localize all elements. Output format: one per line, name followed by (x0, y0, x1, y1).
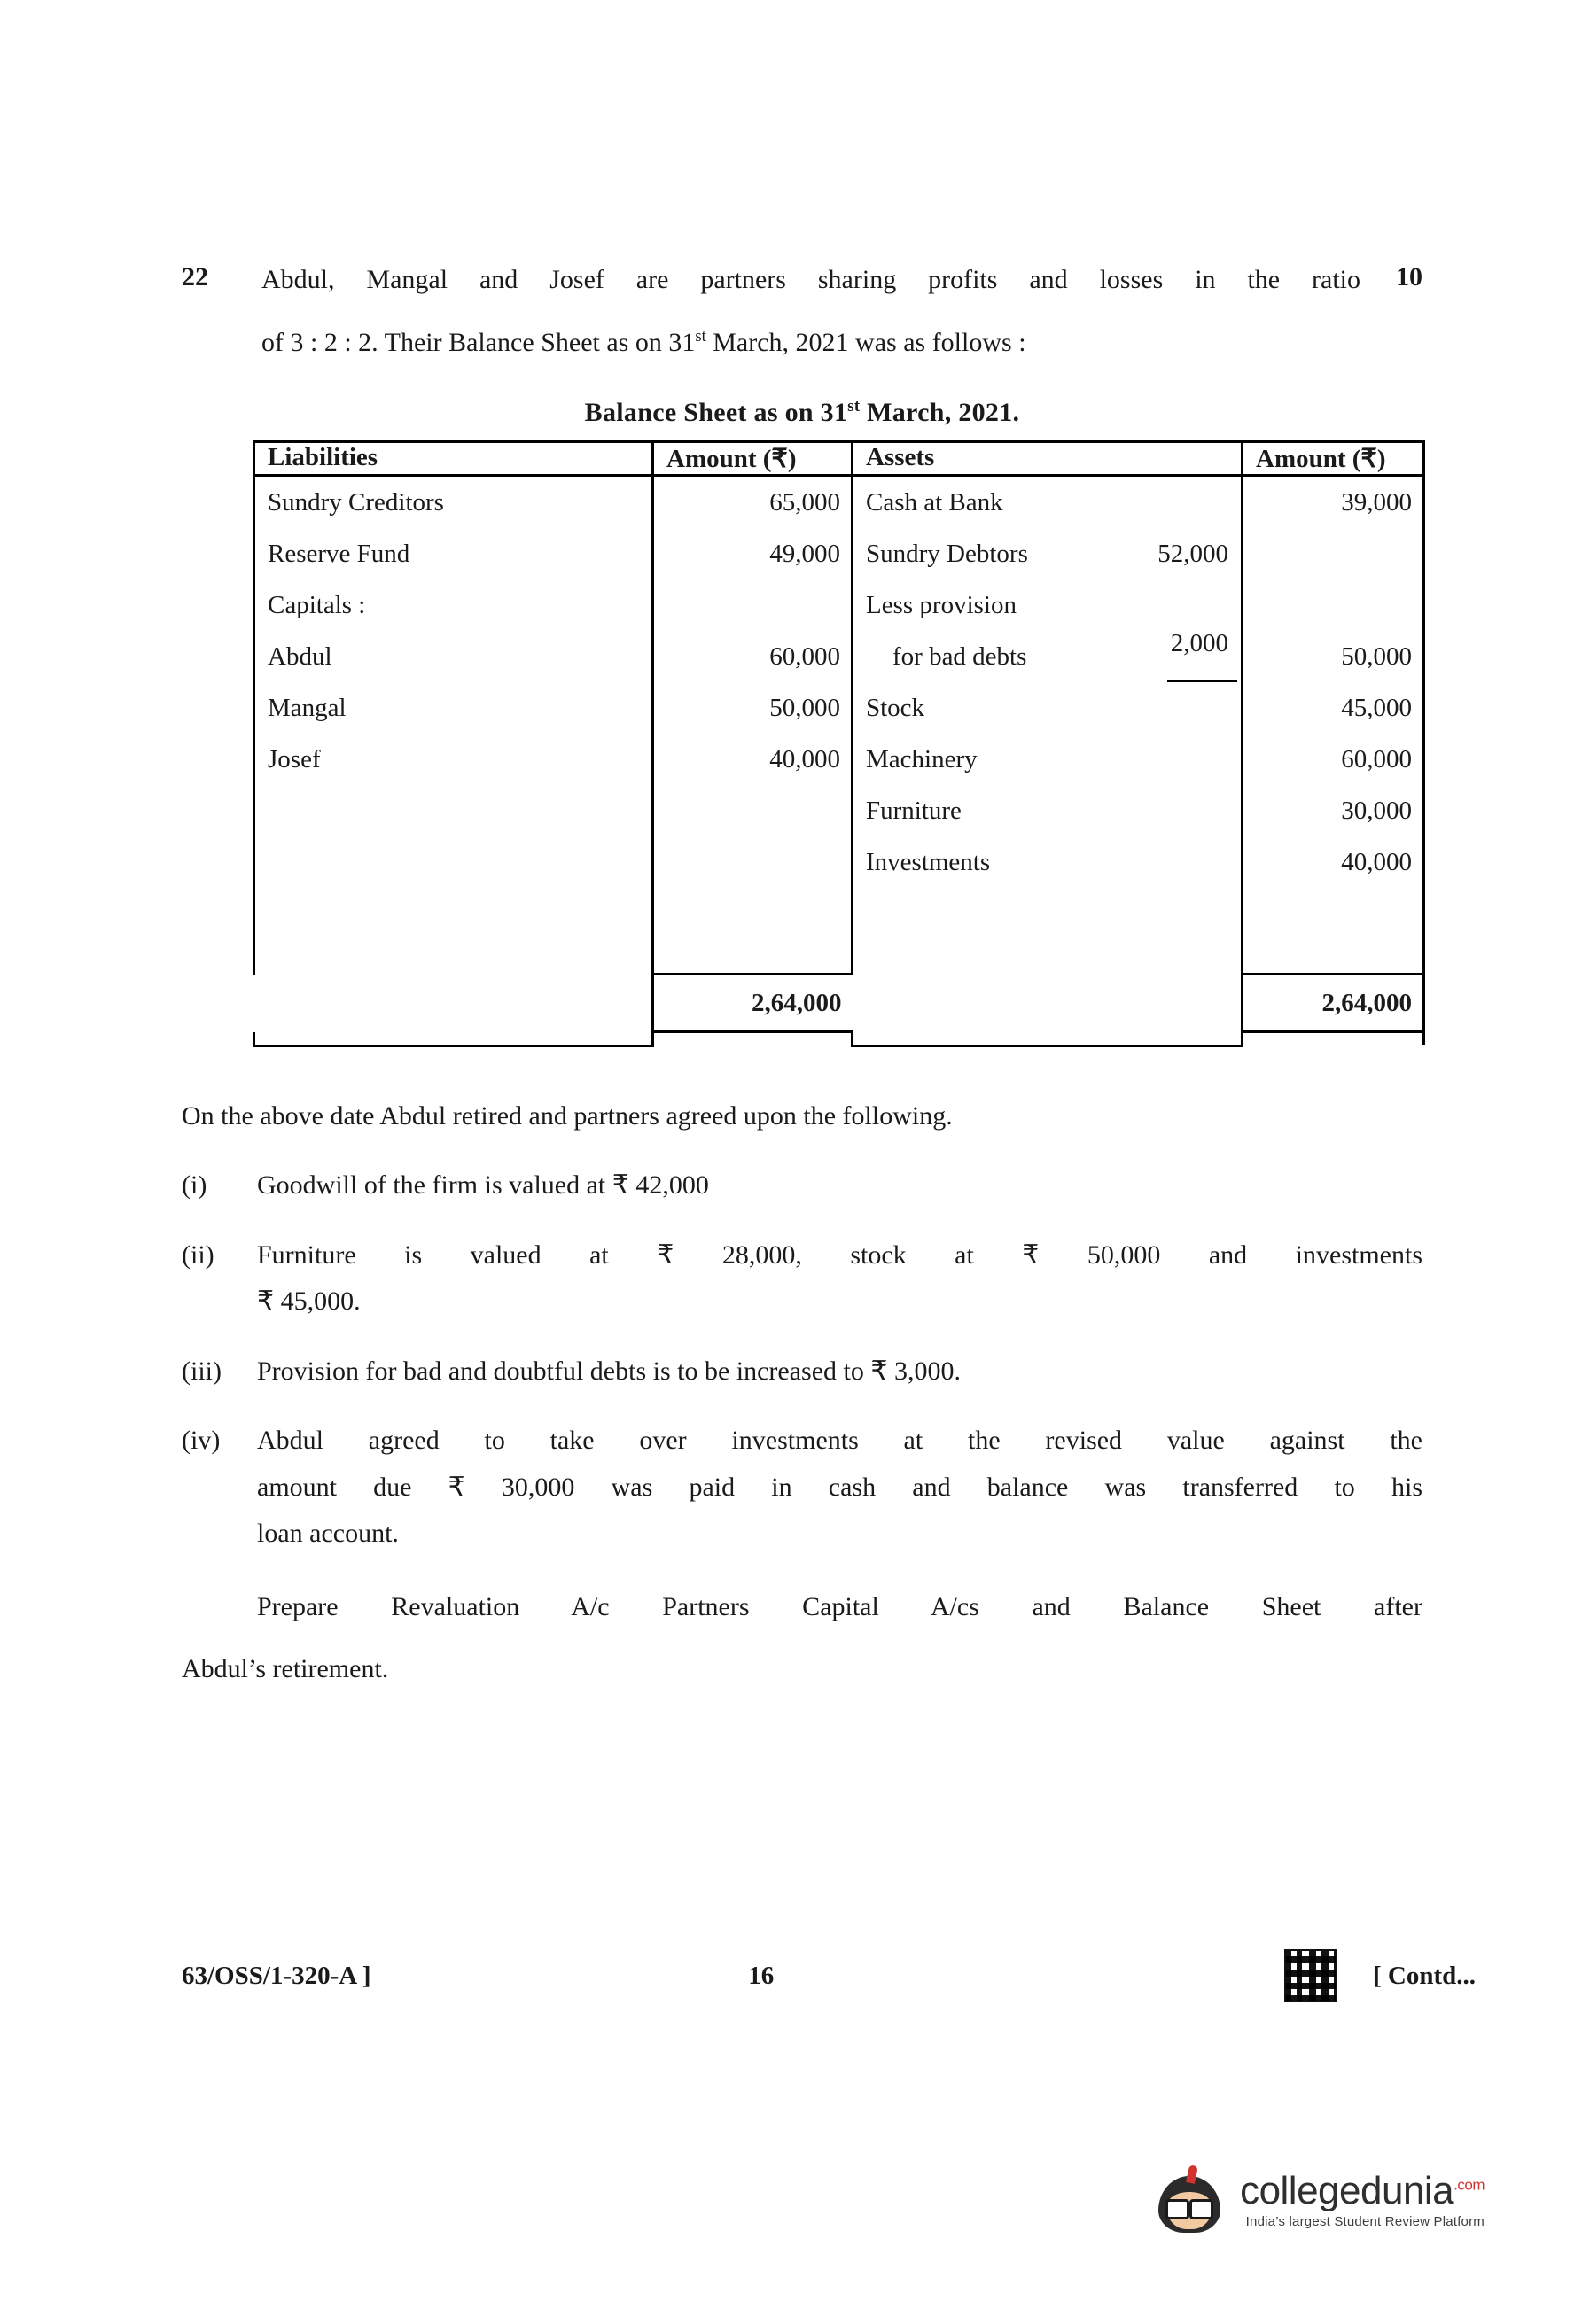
brand-name-text: collegedunia (1240, 2169, 1454, 2213)
cell-liability-amount: 65,000 (653, 476, 853, 529)
cell-liability-amount (653, 785, 853, 836)
cell-asset-amount: 40,000 (1243, 836, 1424, 888)
bottom-cell (1243, 1032, 1424, 1046)
cell-asset-amount: 60,000 (1243, 734, 1424, 785)
brand-tagline: India’s largest Student Review Platform (1245, 2214, 1485, 2230)
adjustments-intro: On the above date Abdul retired and partners agreed upon the following. (182, 1100, 953, 1131)
question-number: 22 (182, 262, 208, 291)
page-footer (182, 1949, 1476, 2002)
brand-text (1240, 2171, 1485, 2229)
list-item-text (257, 1418, 1422, 1558)
header-amount-right: Amount (₹) (1243, 442, 1424, 476)
spacer-cell (853, 888, 1243, 975)
question-line-1: Abdul, Mangal and Josef are partners sharing profits and losses in the ratio (261, 265, 1360, 294)
cell-liability: Reserve Fund (254, 528, 653, 579)
cell-asset-sub-amount: 52,000 (1157, 540, 1228, 568)
table-row (254, 631, 1424, 682)
cell-asset: for bad debts (892, 642, 1027, 671)
question-line-2-sup: st (695, 326, 706, 346)
page-content (182, 257, 1422, 1693)
list-item-marker: (ii) (182, 1240, 214, 1270)
cell-asset-sub-amount: 2,000 (1167, 631, 1237, 682)
table-row (254, 836, 1424, 888)
cell-liability-amount (653, 836, 853, 888)
cell-asset: Machinery (853, 734, 1243, 785)
brand-name (1240, 2171, 1485, 2211)
header-amount-left: Amount (₹) (653, 442, 853, 476)
table-row (254, 579, 1424, 631)
question-line-2 (261, 320, 1360, 367)
header-liabilities: Liabilities (254, 442, 653, 476)
cell-liability: Capitals : (254, 579, 653, 631)
table-row (254, 528, 1424, 579)
cell-liability-amount (653, 579, 853, 631)
cell-liability-amount: 49,000 (653, 528, 853, 579)
list-item-line-2: ₹ 45,000. (257, 1286, 361, 1316)
balance-sheet-title-post: March, 2021. (860, 398, 1020, 427)
cell-liability-amount: 40,000 (653, 734, 853, 785)
list-item-line-1: Furniture is valued at ₹ 28,000, stock at ₹ 50,000 and investments (257, 1240, 1422, 1270)
balance-sheet-table-wrap (253, 440, 1422, 1047)
cell-liability: Sundry Creditors (254, 476, 653, 529)
cell-asset: Investments (853, 836, 1243, 888)
bottom-cell (653, 1032, 853, 1046)
balance-sheet-title-sup: st (847, 397, 861, 416)
table-row (254, 785, 1424, 836)
qr-code-icon (1284, 1949, 1337, 2002)
question-text (261, 257, 1360, 366)
table-row (254, 682, 1424, 734)
balance-sheet-title-pre: Balance Sheet as on 31 (584, 398, 848, 427)
table-row (254, 734, 1424, 785)
spacer-cell (653, 888, 853, 975)
cell-asset: Sundry Debtors (866, 540, 1028, 568)
list-item (182, 1232, 1422, 1325)
question-marks: 10 (1396, 262, 1422, 291)
balance-sheet-title (182, 398, 1422, 428)
cell-asset: Less provision (853, 579, 1243, 631)
table-row (254, 476, 1424, 529)
total-empty-left (254, 975, 653, 1032)
list-item (182, 1418, 1422, 1558)
spacer-cell (254, 888, 653, 975)
cell-liability-amount: 50,000 (653, 682, 853, 734)
cell-asset-amount (1243, 579, 1424, 631)
cell-asset-amount: 39,000 (1243, 476, 1424, 529)
prepare-line-1: Prepare Revaluation A/c Partners Capital A/cs and Balance Sheet after (257, 1591, 1422, 1621)
list-item-marker: (i) (182, 1170, 207, 1200)
cell-liability-amount: 60,000 (653, 631, 853, 682)
spacer-cell (1243, 888, 1424, 975)
adjustments-section (182, 1093, 1422, 1693)
cell-asset: Cash at Bank (853, 476, 1243, 529)
list-item (182, 1349, 1422, 1395)
cell-asset-with-sub (853, 528, 1243, 579)
table-spacer-row (254, 888, 1424, 975)
cell-asset: Furniture (853, 785, 1243, 836)
list-item (182, 1162, 1422, 1209)
mascot-icon (1151, 2162, 1227, 2238)
list-item-line-3: loan account. (257, 1519, 399, 1548)
list-item-line-1: Abdul agreed to take over investments at the revised value against the (257, 1426, 1422, 1455)
list-item-text (257, 1232, 1422, 1325)
bottom-cell (853, 1032, 1243, 1046)
list-item-marker: (iii) (182, 1356, 222, 1386)
list-item-marker: (iv) (182, 1426, 221, 1455)
list-item-text: Goodwill of the firm is valued at ₹ 42,000 (257, 1170, 709, 1200)
total-empty-right (853, 975, 1243, 1032)
cell-asset-amount: 30,000 (1243, 785, 1424, 836)
total-left: 2,64,000 (653, 975, 853, 1032)
list-item-line-2: amount due ₹ 30,000 was paid in cash and balance was transferred to his (257, 1472, 1422, 1502)
list-item-text: Provision for bad and doubtful debts is to be increased to ₹ 3,000. (257, 1356, 961, 1386)
balance-sheet-table (253, 440, 1425, 1047)
question-block (182, 257, 1422, 366)
total-right: 2,64,000 (1243, 975, 1424, 1032)
cell-liability: Josef (254, 734, 653, 785)
cell-asset-amount (1243, 528, 1424, 579)
question-line-2-pre: of 3 : 2 : 2. Their Balance Sheet as on 31 (261, 327, 696, 357)
cell-asset-amount: 45,000 (1243, 682, 1424, 734)
header-assets: Assets (853, 442, 1243, 476)
contd-label: [ Contd... (1372, 1961, 1476, 1990)
cell-liability (254, 785, 653, 836)
cell-asset: Stock (853, 682, 1243, 734)
footer-right (1284, 1949, 1476, 2002)
cell-asset-amount: 50,000 (1243, 631, 1424, 682)
cell-asset-with-sub (853, 631, 1243, 682)
prepare-instruction (182, 1584, 1422, 1693)
brand-domain-suffix: .com (1453, 2176, 1485, 2194)
table-header-row (254, 442, 1424, 476)
table-bottom-rule (254, 1032, 1424, 1046)
cell-liability: Abdul (254, 631, 653, 682)
bottom-cell (254, 1032, 653, 1046)
table-total-row (254, 975, 1424, 1032)
prepare-line-2: Abdul’s retirement. (182, 1654, 389, 1683)
cell-liability: Mangal (254, 682, 653, 734)
question-line-2-post: March, 2021 was as follows : (705, 327, 1026, 357)
paper-code: 63/OSS/1-320-A ] (182, 1961, 371, 1990)
collegedunia-watermark (1151, 2162, 1485, 2238)
cell-liability (254, 836, 653, 888)
page-number: 16 (748, 1961, 775, 1990)
